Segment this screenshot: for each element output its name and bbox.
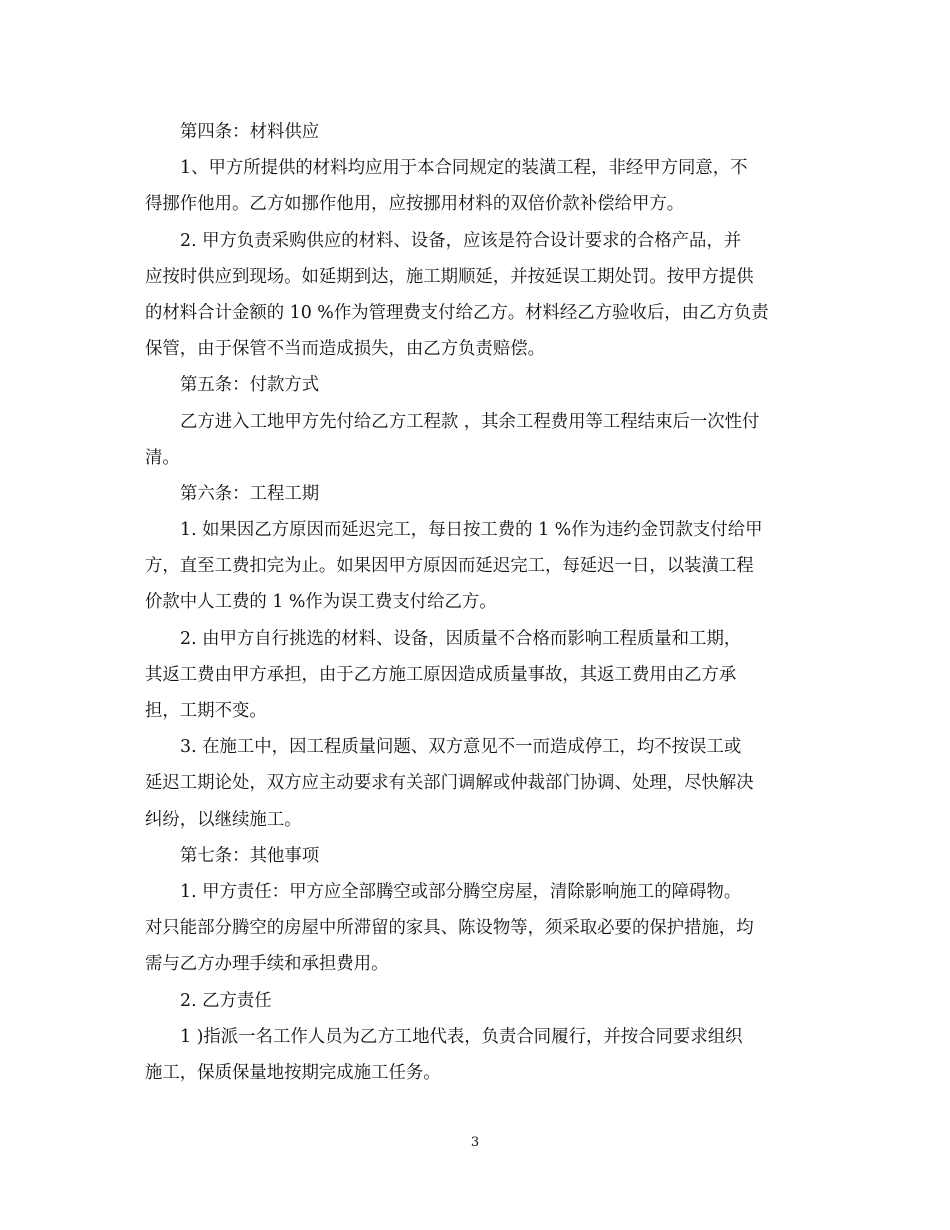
paragraph-line: 1、甲方所提供的材料均应用于本合同规定的装潢工程，非经甲方同意，不 <box>180 158 748 179</box>
article-4-heading: 第四条：材料供应 <box>180 122 320 142</box>
page-number: 3 <box>470 1135 480 1150</box>
paragraph-line: 需与乙方办理手续和承担费用。 <box>145 954 389 975</box>
paragraph-line: 2. 由甲方自行挑选的材料、设备，因质量不合格而影响工程质量和工期， <box>180 628 742 649</box>
subsection-heading: 2. 乙方责任 <box>180 990 272 1011</box>
paragraph-line: 延迟工期论处，双方应主动要求有关部门调解或仲裁部门协调、处理，尽快解决 <box>145 773 754 794</box>
article-7-heading: 第七条：其他事项 <box>180 845 320 866</box>
paragraph-line: 对只能部分腾空的房屋中所滞留的家具、陈设物等，须采取必要的保护措施，均 <box>145 918 754 939</box>
paragraph-line: 清。 <box>145 447 180 468</box>
paragraph-line: 1. 如果因乙方原因而延迟完工，每日按工费的 1 %作为违约金罚款支付给甲 <box>180 520 763 541</box>
document-body <box>145 114 805 1091</box>
paragraph-line: 1 )指派一名工作人员为乙方工地代表，负责合同履行，并按合同要求组织 <box>180 1026 743 1047</box>
paragraph-line: 的材料合计金额的 10 %作为管理费支付给乙方。材料经乙方验收后，由乙方负责 <box>145 302 769 323</box>
paragraph-line: 担，工期不变。 <box>145 701 267 721</box>
paragraph-line: 得挪作他用。乙方如挪作他用，应按挪用材料的双倍价款补偿给甲方。 <box>145 194 685 215</box>
paragraph-line: 3. 在施工中，因工程质量问题、双方意见不一而造成停工，均不按误工或 <box>180 737 742 758</box>
paragraph-line: 1. 甲方责任：甲方应全部腾空或部分腾空房屋，清除影响施工的障碍物。 <box>180 881 742 902</box>
paragraph-line: 施工，保质保量地按期完成施工任务。 <box>145 1062 441 1083</box>
paragraph-line: 其返工费由甲方承担，由于乙方施工原因造成质量事故，其返工费用由乙方承 <box>145 664 737 685</box>
article-6-heading: 第六条：工程工期 <box>180 483 320 504</box>
paragraph-line: 价款中人工费的 1 %作为误工费支付给乙方。 <box>145 592 497 613</box>
paragraph-line: 应按时供应到现场。如延期到达，施工期顺延，并按延误工期处罚。按甲方提供 <box>145 266 754 287</box>
paragraph-line: 2. 甲方负责采购供应的材料、设备，应该是符合设计要求的合格产品，并 <box>180 230 742 251</box>
paragraph-line: 纠纷，以继续施工。 <box>145 809 302 830</box>
paragraph-line: 方，直至工费扣完为止。如果因甲方原因而延迟完工，每延迟一日，以装潢工程 <box>145 556 754 577</box>
paragraph-line: 保管，由于保管不当而造成损失，由乙方负责赔偿。 <box>145 339 545 360</box>
paragraph-line: 乙方进入工地甲方先付给乙方工程款 ，其余工程费用等工程结束后一次性付 <box>180 411 760 432</box>
article-5-heading: 第五条：付款方式 <box>180 375 320 396</box>
